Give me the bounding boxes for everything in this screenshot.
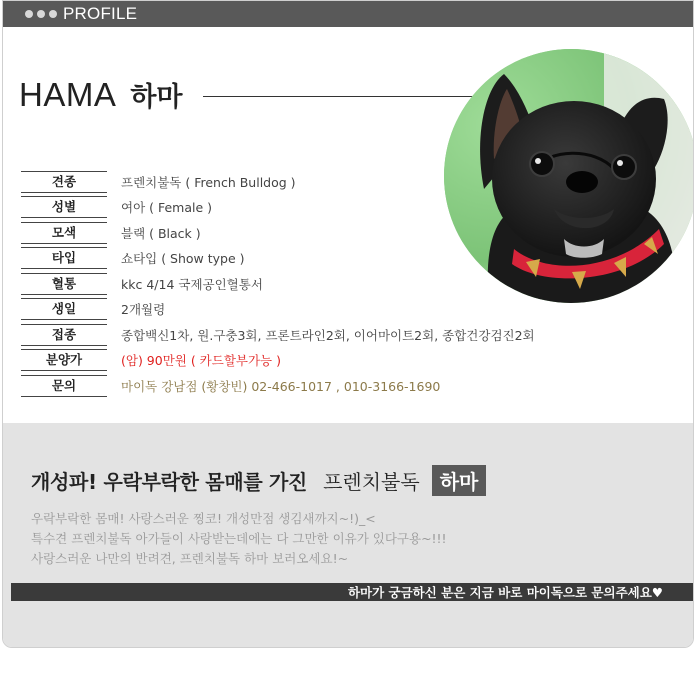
profile-row-birth bbox=[21, 297, 551, 323]
row-label: 견종 bbox=[21, 171, 107, 193]
profile-row-type bbox=[21, 246, 551, 272]
name-divider bbox=[203, 96, 475, 97]
profile-row-color bbox=[21, 220, 551, 246]
description-line: 우락부락한 몸매! 사랑스러운 찡코! 개성만점 생김새까지~!)_< bbox=[31, 511, 376, 526]
description-line: 특수견 프렌치불독 아가들이 사랑받는데에는 다 그만한 이유가 있다구용~!!! bbox=[31, 531, 447, 546]
description-text bbox=[31, 509, 447, 569]
profile-row-contact bbox=[21, 373, 551, 399]
row-label: 타입 bbox=[21, 247, 107, 269]
header-title: PROFILE bbox=[63, 4, 138, 23]
description-line: 사랑스러운 나만의 반려견, 프렌치불독 하마 보러오세요!~ bbox=[31, 551, 349, 566]
row-value: 쇼타입 ( Show type ) bbox=[121, 251, 245, 267]
pet-name bbox=[19, 75, 183, 114]
profile-row-breed bbox=[21, 169, 551, 195]
profile-header-bar bbox=[3, 1, 693, 27]
headline-name-badge: 하마 bbox=[432, 465, 487, 496]
row-label: 성별 bbox=[21, 196, 107, 218]
banner-edge bbox=[3, 583, 11, 601]
row-value: 종합백신1차, 원.구충3회, 프론트라인2회, 이어마이트2회, 종합건강검진2회 bbox=[121, 327, 535, 343]
dot bbox=[49, 10, 57, 18]
profile-row-price bbox=[21, 348, 551, 374]
inquiry-banner bbox=[3, 583, 693, 601]
row-label: 모색 bbox=[21, 222, 107, 244]
dot bbox=[37, 10, 45, 18]
row-label: 생일 bbox=[21, 298, 107, 320]
profile-info-table bbox=[21, 169, 551, 399]
dots-icon bbox=[25, 10, 57, 18]
row-label: 혈통 bbox=[21, 273, 107, 295]
pet-name-english: HAMA bbox=[19, 76, 117, 113]
price-value: (암) 90만원 ( 카드할부가능 ) bbox=[121, 353, 281, 369]
row-value: 블랙 ( Black ) bbox=[121, 225, 201, 241]
profile-row-pedigree bbox=[21, 271, 551, 297]
pet-name-korean: 하마 bbox=[130, 82, 183, 113]
profile-row-sex bbox=[21, 195, 551, 221]
inquiry-text: 하마가 궁금하신 분은 지금 바로 마이독으로 문의주세요♥ bbox=[347, 585, 663, 600]
row-value: 2개월령 bbox=[121, 302, 166, 318]
profile-card bbox=[2, 0, 694, 648]
headline-breed: 프렌치불독 bbox=[323, 470, 420, 494]
dot bbox=[25, 10, 33, 18]
headline bbox=[31, 465, 486, 496]
profile-row-vaccination bbox=[21, 322, 551, 348]
contact-value: 마이독 강남점 (황창빈) 02-466-1017 , 010-3166-1690 bbox=[121, 378, 441, 394]
row-label: 분양가 bbox=[21, 349, 107, 371]
row-label: 접종 bbox=[21, 324, 107, 346]
headline-main: 개성파! 우락부락한 몸매를 가진 bbox=[31, 470, 308, 494]
row-value: kkc 4/14 국제공인혈통서 bbox=[121, 276, 263, 292]
row-label: 문의 bbox=[21, 375, 107, 397]
row-value: 여아 ( Female ) bbox=[121, 200, 213, 216]
row-value: 프렌치불독 ( French Bulldog ) bbox=[121, 174, 296, 190]
